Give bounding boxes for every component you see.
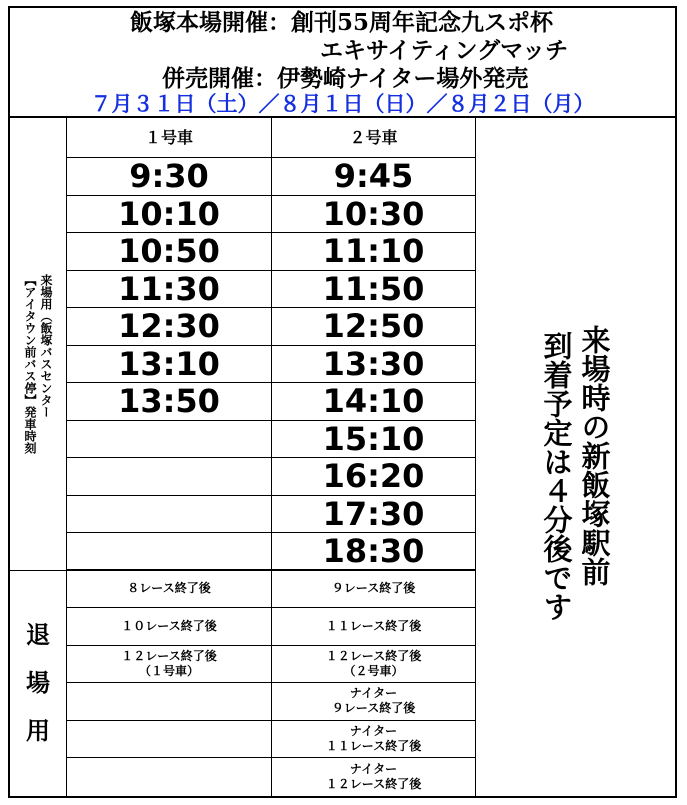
arrival-time-bus1 bbox=[67, 421, 272, 459]
departure-race-bus1 bbox=[67, 683, 272, 721]
header-concurrent-sales: 併売開催：伊勢崎ナイター場外発売 bbox=[162, 65, 529, 92]
race-label-line: １１レース終了後 bbox=[325, 618, 422, 633]
race-label-line: （１号車） bbox=[138, 663, 199, 678]
arrival-time-bus1: 11:30 bbox=[67, 271, 272, 309]
race-label-line: ８レース終了後 bbox=[127, 581, 211, 596]
arrival-label bbox=[23, 274, 53, 454]
arrival-label-cell bbox=[10, 158, 67, 571]
arrival-time-bus1 bbox=[67, 496, 272, 534]
race-label-line: ナイター bbox=[349, 723, 398, 738]
departure-race-bus1 bbox=[67, 646, 272, 684]
arrival-time-bus2: 12:50 bbox=[272, 308, 476, 346]
column-header-bus2: ２号車 bbox=[272, 116, 476, 158]
column-header-bus1: １号車 bbox=[67, 116, 272, 158]
departure-race-bus2 bbox=[272, 646, 476, 684]
departure-race-bus1 bbox=[67, 758, 272, 796]
arrival-time-bus2: 14:10 bbox=[272, 383, 476, 421]
race-label-line: ９レース終了後 bbox=[331, 701, 416, 716]
arrival-time-bus1: 13:50 bbox=[67, 383, 272, 421]
arrival-time-bus2: 18:30 bbox=[272, 533, 476, 571]
timetable-frame bbox=[8, 6, 677, 798]
header-event-subtitle: エキサイティングマッチ bbox=[320, 37, 569, 64]
arrival-note-line2: 到着予定は４分後です bbox=[539, 330, 574, 621]
departure-race-bus2 bbox=[272, 758, 476, 796]
arrival-time-bus2: 10:30 bbox=[272, 196, 476, 234]
departure-label-cell bbox=[10, 571, 67, 796]
label-header-blank bbox=[10, 116, 67, 158]
arrival-time-bus2: 17:30 bbox=[272, 496, 476, 534]
departure-label-char: 用 bbox=[26, 716, 50, 745]
arrival-time-bus1: 9:30 bbox=[67, 158, 272, 196]
race-label-line: １０レース終了後 bbox=[121, 618, 217, 633]
arrival-time-bus2: 11:50 bbox=[272, 271, 476, 309]
departure-label-char: 場 bbox=[26, 668, 50, 697]
arrival-time-bus1: 10:50 bbox=[67, 233, 272, 271]
departure-label-char: 退 bbox=[26, 620, 50, 649]
departure-race-bus2 bbox=[272, 608, 476, 646]
arrival-time-bus2: 9:45 bbox=[272, 158, 476, 196]
departure-race-bus2 bbox=[272, 571, 476, 609]
header-event-title: 飯塚本場開催：創刊55周年記念九スポ杯 bbox=[130, 9, 554, 36]
race-label-line: ナイター bbox=[349, 686, 398, 701]
header-dates: ７月３１日（土）／８月１日（日）／８月２日（月） bbox=[90, 91, 595, 116]
race-label-line: ９レース終了後 bbox=[331, 581, 416, 596]
arrival-time-bus2: 11:10 bbox=[272, 233, 476, 271]
arrival-label-bracket: 【アイタウン前バス停】発車時刻 bbox=[23, 273, 37, 454]
arrival-time-bus1: 10:10 bbox=[67, 196, 272, 234]
race-label-line: １２レース終了後 bbox=[121, 648, 217, 663]
arrival-note-line1: 来場時の新飯塚駅前 bbox=[577, 325, 612, 587]
departure-race-bus1 bbox=[67, 608, 272, 646]
arrival-time-bus2: 13:30 bbox=[272, 346, 476, 384]
race-label-line: １２レース終了後 bbox=[325, 776, 422, 791]
arrival-time-bus1 bbox=[67, 458, 272, 496]
arrival-time-bus2: 15:10 bbox=[272, 421, 476, 459]
departure-race-bus1 bbox=[67, 721, 272, 759]
departure-race-bus1 bbox=[67, 571, 272, 609]
race-label-line: １１レース終了後 bbox=[325, 738, 422, 753]
arrival-time-bus1: 12:30 bbox=[67, 308, 272, 346]
race-label-line: １２レース終了後 bbox=[325, 648, 422, 663]
departure-race-bus2 bbox=[272, 721, 476, 759]
arrival-time-bus2: 16:20 bbox=[272, 458, 476, 496]
race-label-line: ナイター bbox=[349, 761, 398, 776]
arrival-time-bus1: 13:10 bbox=[67, 346, 272, 384]
arrival-note-cell bbox=[476, 116, 675, 796]
departure-race-bus2 bbox=[272, 683, 476, 721]
race-label-line: （２号車） bbox=[343, 663, 404, 678]
timetable-header bbox=[10, 8, 675, 118]
arrival-label-main: 来場用（飯塚バスセンター bbox=[39, 273, 53, 418]
arrival-time-bus1 bbox=[67, 533, 272, 571]
